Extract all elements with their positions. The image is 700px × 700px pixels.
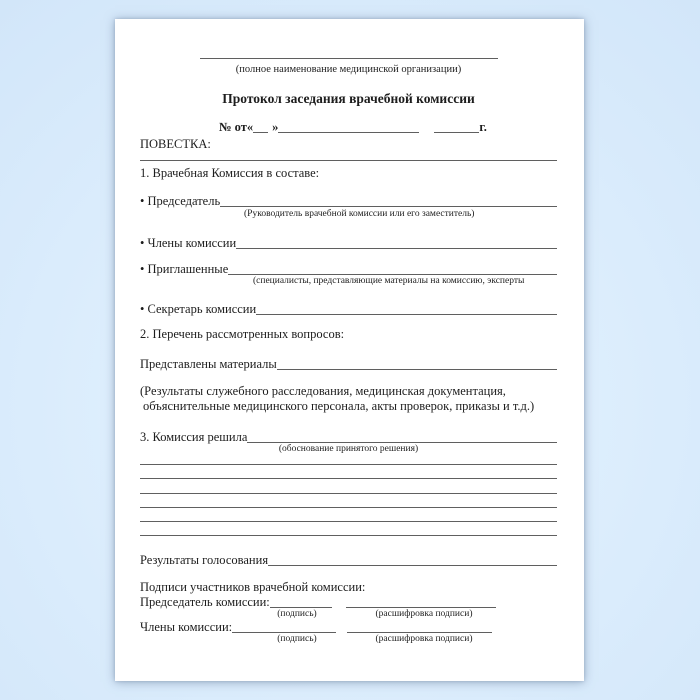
blank-line bbox=[140, 479, 557, 493]
decision-note: (обоснование принятого решения) bbox=[278, 444, 419, 454]
signature-caption: (подпись) bbox=[277, 634, 317, 645]
chairman-signature-captions bbox=[140, 609, 557, 620]
chairman-name-blank bbox=[346, 596, 496, 608]
materials-note-line1: (Результаты служебного расследования, медицинская документация, bbox=[140, 384, 506, 398]
materials-field-row bbox=[140, 357, 557, 372]
decision-blank-line-first bbox=[247, 431, 557, 443]
decision-label: 3. Комиссия решила bbox=[140, 430, 248, 444]
decision-blank-lines bbox=[140, 451, 557, 536]
members-name-blank bbox=[347, 621, 492, 633]
members-blank-line bbox=[236, 237, 557, 249]
chairman-label: • Председатель bbox=[140, 194, 221, 208]
org-name-blank-line bbox=[200, 47, 498, 59]
members-signature-row bbox=[140, 620, 557, 635]
invited-field-row bbox=[140, 262, 557, 277]
agenda-blank-line bbox=[140, 160, 557, 161]
org-name-blank-row bbox=[140, 47, 557, 63]
decision-field-row bbox=[140, 430, 557, 445]
materials-note-line2: объяснительные медицинского персонала, акты проверок, приказы и т.д.) bbox=[143, 399, 535, 413]
year-blank-line bbox=[434, 121, 479, 133]
protocol-number-prefix: № от« bbox=[219, 120, 254, 134]
blank-line bbox=[140, 522, 557, 536]
blank-line bbox=[140, 494, 557, 508]
voting-label: Результаты голосования bbox=[140, 553, 269, 568]
day-blank-line bbox=[253, 121, 268, 133]
protocol-number-close-quote: » bbox=[272, 120, 279, 134]
org-name-caption: (полное наименование медицинской организации) bbox=[235, 64, 462, 75]
document-page bbox=[115, 19, 584, 681]
section2-heading: 2. Перечень рассмотренных вопросов: bbox=[140, 327, 345, 341]
materials-blank-line bbox=[277, 358, 557, 370]
section1-heading: 1. Врачебная Комиссия в составе: bbox=[140, 166, 320, 180]
members-signature-label: Члены комиссии: bbox=[140, 620, 233, 635]
invited-blank-line bbox=[228, 263, 557, 275]
materials-note bbox=[140, 384, 557, 414]
month-blank-line bbox=[278, 121, 419, 133]
chairman-note: (Руководитель врачебной комиссии или его заместитель) bbox=[244, 209, 475, 219]
secretary-label: • Секретарь комиссии bbox=[140, 302, 257, 316]
materials-label: Представлены материалы bbox=[140, 357, 277, 371]
secretary-field-row bbox=[140, 302, 557, 317]
members-field-row bbox=[140, 236, 557, 251]
invited-note: (специалисты, представляющие материалы на комиссию, эксперты bbox=[253, 276, 525, 286]
agenda-label: ПОВЕСТКА: bbox=[140, 137, 211, 151]
blank-line bbox=[140, 465, 557, 479]
chairman-signature-label: Председатель комиссии: bbox=[140, 595, 270, 610]
members-label: • Члены комиссии bbox=[140, 236, 237, 250]
chairman-signature-row bbox=[140, 595, 557, 610]
transcript-caption: (расшифровка подписи) bbox=[375, 634, 473, 645]
members-signature-captions bbox=[140, 634, 557, 645]
secretary-blank-line bbox=[256, 303, 557, 315]
invited-label: • Приглашенные bbox=[140, 262, 229, 276]
signatures-heading: Подписи участников врачебной комиссии: bbox=[140, 580, 366, 595]
chairman-field-row bbox=[140, 194, 557, 209]
members-signature-blank bbox=[232, 621, 336, 633]
voting-blank-line bbox=[268, 554, 557, 566]
chairman-signature-blank bbox=[270, 596, 332, 608]
document-title: Протокол заседания врачебной комиссии bbox=[222, 91, 475, 106]
chairman-blank-line bbox=[220, 195, 557, 207]
signature-caption: (подпись) bbox=[277, 609, 317, 620]
voting-field-row bbox=[140, 553, 557, 568]
year-suffix: г. bbox=[479, 120, 487, 134]
protocol-number-row bbox=[219, 120, 557, 135]
transcript-caption: (расшифровка подписи) bbox=[375, 609, 473, 620]
blank-line bbox=[140, 508, 557, 522]
